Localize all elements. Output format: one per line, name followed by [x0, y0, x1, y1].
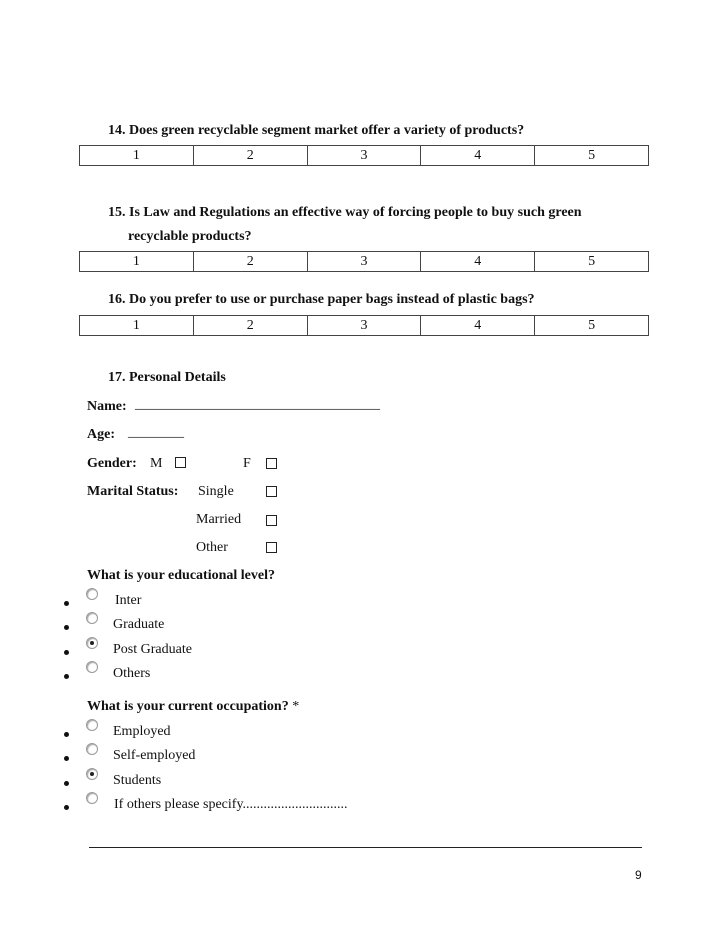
marital-single-checkbox[interactable] [266, 486, 277, 497]
marital-other-checkbox[interactable] [266, 542, 277, 553]
gender-f-checkbox[interactable] [266, 458, 277, 469]
radio-other-occupation[interactable] [86, 792, 98, 804]
gender-m-label: M [150, 456, 163, 471]
scale-option-2[interactable]: 2 [193, 146, 307, 166]
option-inter: Inter [115, 593, 142, 608]
scale-option-1[interactable]: 1 [80, 146, 194, 166]
scale-option-5[interactable]: 5 [535, 252, 649, 272]
scale-option-1[interactable]: 1 [80, 252, 194, 272]
question-15-line1: 15. Is Law and Regulations an effective way of forcing people to buy such green [108, 205, 582, 220]
gender-label: Gender: [87, 456, 137, 471]
rating-scale-14 [79, 145, 649, 166]
radio-employed[interactable] [86, 719, 98, 731]
name-field[interactable]: ___________________________________ [135, 397, 380, 412]
scale-option-3[interactable]: 3 [307, 146, 421, 166]
scale-option-2[interactable]: 2 [193, 252, 307, 272]
scale-option-1[interactable]: 1 [80, 316, 194, 336]
occupation-question-row [87, 699, 299, 715]
scale-option-4[interactable]: 4 [421, 316, 535, 336]
radio-inter[interactable] [86, 588, 98, 600]
marital-option-single: Single [198, 484, 234, 499]
education-question: What is your educational level? [87, 568, 275, 583]
radio-self-employed[interactable] [86, 743, 98, 755]
marital-married-checkbox[interactable] [266, 515, 277, 526]
option-post-graduate: Post Graduate [113, 642, 192, 657]
marital-status-label: Marital Status: [87, 484, 179, 499]
bullet-icon [64, 805, 69, 810]
scale-option-5[interactable]: 5 [535, 316, 649, 336]
scale-option-5[interactable]: 5 [535, 146, 649, 166]
radio-graduate[interactable] [86, 612, 98, 624]
scale-option-2[interactable]: 2 [193, 316, 307, 336]
bullet-icon [64, 650, 69, 655]
gender-f-label: F [243, 456, 251, 471]
personal-details-title: 17. Personal Details [108, 370, 226, 385]
radio-students[interactable] [86, 768, 98, 780]
option-students: Students [113, 773, 162, 788]
bullet-icon [64, 756, 69, 761]
bullet-icon [64, 732, 69, 737]
scale-option-3[interactable]: 3 [307, 252, 421, 272]
bullet-icon [64, 781, 69, 786]
radio-post-graduate[interactable] [86, 637, 98, 649]
question-15-line2: recyclable products? [128, 229, 252, 244]
option-self-employed: Self-employed [113, 748, 196, 763]
bullet-icon [64, 625, 69, 630]
specify-answer-line[interactable] [89, 847, 642, 848]
marital-option-married: Married [196, 512, 242, 527]
marital-option-other: Other [196, 540, 228, 555]
radio-others[interactable] [86, 661, 98, 673]
scale-option-4[interactable]: 4 [421, 146, 535, 166]
page-number: 9 [635, 868, 642, 882]
required-marker: * [292, 699, 300, 714]
bullet-icon [64, 674, 69, 679]
occupation-question: What is your current occupation? [87, 699, 289, 714]
age-field[interactable]: ________ [128, 425, 184, 440]
name-label: Name: [87, 399, 127, 414]
option-others: Others [113, 666, 151, 681]
bullet-icon [64, 601, 69, 606]
scale-option-4[interactable]: 4 [421, 252, 535, 272]
rating-scale-15 [79, 251, 649, 272]
option-graduate: Graduate [113, 617, 165, 632]
rating-scale-16 [79, 315, 649, 336]
option-other-occupation: If others please specify.............................. [114, 797, 348, 812]
age-label: Age: [87, 427, 115, 442]
scale-option-3[interactable]: 3 [307, 316, 421, 336]
question-14: 14. Does green recyclable segment market offer a variety of products? [108, 123, 525, 138]
option-employed: Employed [113, 724, 171, 739]
question-16: 16. Do you prefer to use or purchase paper bags instead of plastic bags? [108, 292, 535, 307]
gender-m-checkbox[interactable] [175, 457, 186, 468]
